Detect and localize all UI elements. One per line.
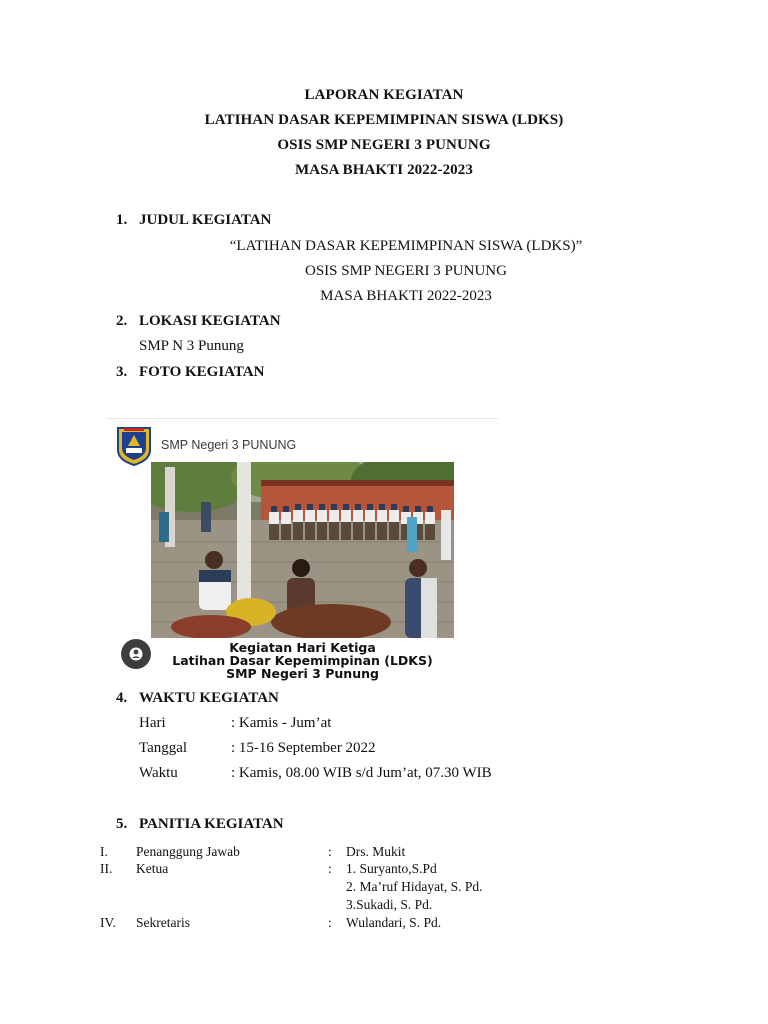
panitia-row-1-role: Penanggung Jawab <box>136 844 240 859</box>
judul-line-2: OSIS SMP NEGERI 3 PUNUNG <box>305 263 507 279</box>
photo-caption-line-2: Latihan Dasar Kepemimpinan (LDKS) <box>172 653 433 668</box>
panitia-row-2-role: Ketua <box>136 861 169 876</box>
section-4-title: WAKTU KEGIATAN <box>139 690 279 706</box>
panitia-row-3-name-1: Wulandari, S. Pd. <box>346 915 442 930</box>
account-name: SMP Negeri 3 PUNUNG <box>161 438 297 452</box>
section-5-title: PANITIA KEGIATAN <box>139 816 284 832</box>
waktu-tanggal-value: : 15-16 September 2022 <box>231 740 376 756</box>
report-organization: OSIS SMP NEGERI 3 PUNUNG <box>277 137 491 153</box>
section-3-number: 3. <box>116 364 128 380</box>
judul-line-3: MASA BHAKTI 2022-2023 <box>320 288 492 304</box>
report-period: MASA BHAKTI 2022-2023 <box>295 162 473 178</box>
panitia-row-1-colon: : <box>328 844 332 859</box>
panitia-row-3-colon: : <box>328 915 332 930</box>
waktu-waktu-label: Waktu <box>139 765 178 781</box>
photo-caption-line-1: Kegiatan Hari Ketiga <box>229 640 376 655</box>
photo-caption-line-3: SMP Negeri 3 Punung <box>226 666 379 681</box>
waktu-hari-label: Hari <box>139 715 166 731</box>
section-3-title: FOTO KEGIATAN <box>139 364 265 380</box>
panitia-row-2-name-1: 1. Suryanto,S.Pd <box>346 861 437 876</box>
profile-button[interactable] <box>121 639 151 669</box>
judul-line-1: “LATIHAN DASAR KEPEMIMPINAN SISWA (LDKS)” <box>229 238 583 254</box>
section-4-number: 4. <box>116 690 128 706</box>
panitia-row-1-name-1: Drs. Mukit <box>346 844 406 859</box>
panitia-row-1-roman: I. <box>100 844 108 859</box>
section-1-number: 1. <box>116 212 128 228</box>
waktu-waktu-value: : Kamis, 08.00 WIB s/d Jum’at, 07.30 WIB <box>231 765 492 781</box>
user-icon <box>121 639 151 669</box>
panitia-row-2-colon: : <box>328 861 332 876</box>
waktu-tanggal-label: Tanggal <box>139 740 188 756</box>
report-subtitle: LATIHAN DASAR KEPEMIMPINAN SISWA (LDKS) <box>204 112 564 128</box>
section-2-title: LOKASI KEGIATAN <box>139 313 281 329</box>
section-2-number: 2. <box>116 313 128 329</box>
waktu-hari-value: : Kamis - Jum’at <box>231 715 332 731</box>
panitia-row-3-role: Sekretaris <box>136 915 190 930</box>
section-5-number: 5. <box>116 816 128 832</box>
panitia-row-2-name-2: 2. Ma’ruf Hidayat, S. Pd. <box>346 879 483 894</box>
school-logo <box>116 426 152 466</box>
activity-photo-card <box>106 418 498 685</box>
panitia-row-2-name-3: 3.Sukadi, S. Pd. <box>346 897 433 912</box>
lokasi-value: SMP N 3 Punung <box>139 338 244 354</box>
report-title: LAPORAN KEGIATAN <box>304 87 464 103</box>
panitia-row-3-roman: IV. <box>100 915 116 930</box>
section-1-title: JUDUL KEGIATAN <box>139 212 272 228</box>
panitia-row-2-roman: II. <box>100 861 113 876</box>
activity-photo <box>151 462 454 638</box>
